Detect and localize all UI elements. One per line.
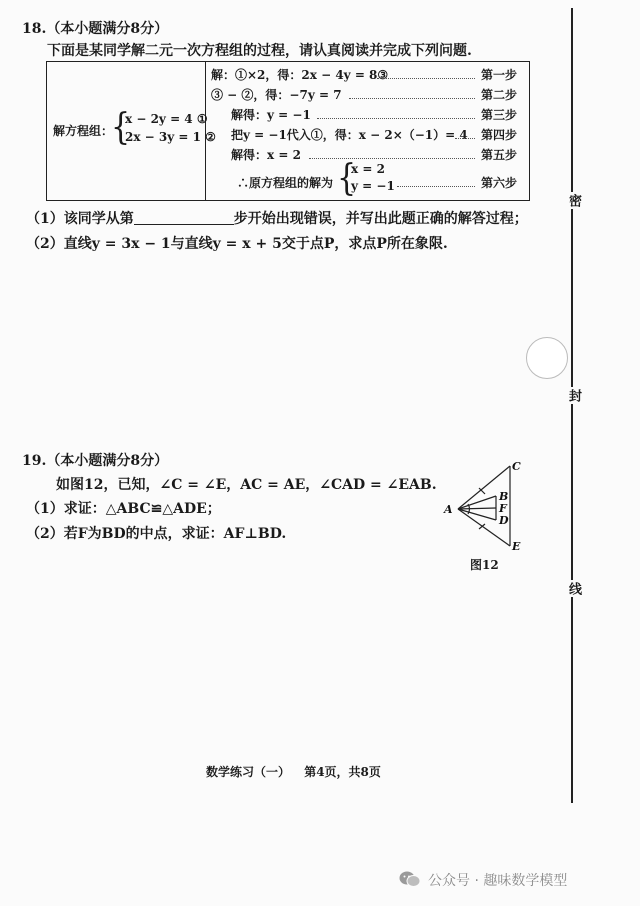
watermark-text: 公众号 · 趣味数学模型 (428, 873, 568, 889)
footer-subject: 数学练习（一） (206, 765, 291, 779)
margin-char-feng: 封 (566, 389, 581, 402)
q19-part2: （2）若F为BD的中点，求证：AF⊥BD. (26, 526, 287, 542)
segment-AF (458, 508, 496, 509)
step-4-leader (455, 138, 475, 139)
system-eq2: 2x − 3y = 1 ② (125, 130, 216, 144)
footer-page: 第4页，共8页 (304, 765, 381, 779)
q19-part1: （1）求证：△ABC≌△ADE； (26, 501, 221, 517)
q18-part1 (26, 208, 528, 228)
punch-hole (526, 337, 568, 379)
q18-part1-b: 步开始出现错误，并写出此题正确的解答过程； (233, 211, 528, 227)
solution-brace: { (337, 157, 357, 200)
step-6-leader (397, 186, 475, 187)
step-5-label: 第五步 (481, 148, 518, 162)
q19-given: 如图12，已知，∠C = ∠E，AC = AE，∠CAD = ∠EAB. (56, 477, 437, 493)
q19-header (22, 450, 168, 470)
q19-number: 19. (22, 453, 47, 469)
solution-x: x = 2 (351, 162, 385, 176)
q18-part1-a: （1）该同学从第 (26, 211, 134, 227)
step-3: 解得：y = −1 (231, 108, 311, 122)
step-3-label: 第三步 (481, 108, 518, 122)
binding-line (571, 8, 573, 803)
solution-y: y = −1 (351, 179, 395, 193)
label-A: A (444, 503, 453, 516)
margin-char-xian: 线 (566, 582, 581, 595)
q18-points: （本小题满分8分） (46, 21, 169, 37)
step-1: 解：①×2，得：2x − 4y = 8③ (211, 68, 389, 82)
segment-AD (458, 509, 496, 520)
q18-part2: （2）直线y = 3x − 1与直线y = x + 5交于点P，求点P所在象限. (26, 236, 448, 252)
system-eq1: x − 2y = 4 ① (125, 112, 208, 126)
q18-header (22, 18, 168, 38)
step-2: ③ − ②，得：−7y = 7 (211, 88, 342, 102)
step-2-label: 第二步 (481, 88, 518, 102)
step-2-leader (349, 98, 475, 99)
label-F: F (499, 502, 507, 515)
figure-caption: 图12 (470, 558, 499, 572)
margin-char-mi: 密 (566, 194, 581, 207)
q18-answer-blank[interactable] (134, 210, 234, 225)
label-B: B (499, 490, 509, 503)
step-4: 把y = −1代入①，得：x − 2×（−1）= 4 (231, 128, 468, 142)
step-4-label: 第四步 (481, 128, 518, 142)
wechat-icon (399, 870, 421, 888)
footer (206, 763, 381, 780)
step-3-leader (317, 118, 475, 119)
segment-AB (458, 496, 496, 509)
system-brace: { (111, 106, 131, 149)
step-1-leader (377, 78, 475, 79)
q18-number: 18. (22, 21, 47, 37)
step-5: 解得：x = 2 (231, 148, 301, 162)
figure-12 (440, 456, 540, 556)
label-C: C (512, 460, 521, 473)
step-5-leader (309, 158, 475, 159)
system-label: 解方程组： (53, 124, 114, 138)
q18-solution-table (46, 61, 530, 201)
label-D: D (499, 514, 509, 527)
q19-points: （本小题满分8分） (46, 453, 169, 469)
q18-intro: 下面是某同学解二元一次方程组的过程，请认真阅读并完成下列问题. (47, 43, 472, 59)
step-1-label: 第一步 (481, 68, 518, 82)
label-E: E (512, 540, 521, 553)
step-6: ∴原方程组的解为 (237, 176, 334, 190)
step-6-label: 第六步 (481, 176, 518, 190)
